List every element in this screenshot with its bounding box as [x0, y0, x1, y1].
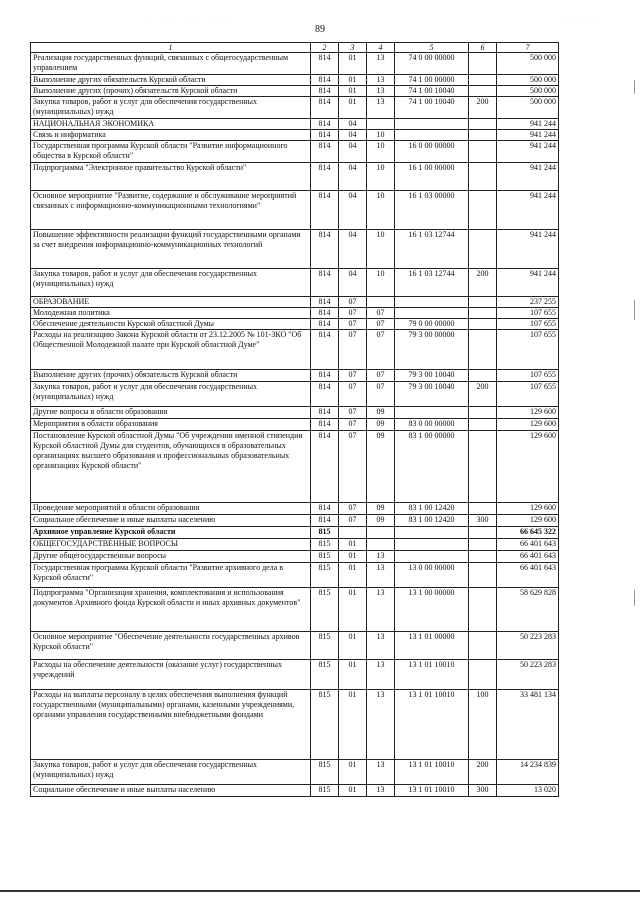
ministry-code-cell: 814	[311, 119, 339, 130]
subsection-code-cell: 13	[367, 551, 395, 563]
target-article-cell: 74 1 00 10040	[395, 86, 469, 97]
section-code-cell: 07	[339, 431, 367, 503]
amount-cell: 129 600	[497, 503, 559, 515]
column-header: 1	[31, 43, 311, 53]
ministry-code-cell: 815	[311, 785, 339, 797]
target-article-cell: 16 1 03 00000	[395, 191, 469, 230]
ministry-code-cell: 814	[311, 53, 339, 75]
subsection-code-cell: 13	[367, 75, 395, 86]
page-number: 89	[315, 24, 325, 35]
scan-noise: · · · ·	[560, 16, 601, 22]
table-row	[31, 330, 559, 370]
ministry-code-cell: 814	[311, 330, 339, 370]
column-header: 5	[395, 43, 469, 53]
target-article-cell: 79 3 00 10040	[395, 370, 469, 382]
expense-type-cell	[469, 407, 497, 419]
target-article-cell	[395, 539, 469, 551]
column-header: 6	[469, 43, 497, 53]
row-name-cell: Другие вопросы в области образования	[31, 407, 311, 419]
ministry-code-cell: 814	[311, 75, 339, 86]
row-name-cell: Постановление Курской областной Думы "Об учреждении именной стипендии Курской областной Думы для студентов, обучающихся в образовательных организациях высшего образования и профессиональных образовательных организациях Курской области"	[31, 431, 311, 503]
expense-type-cell	[469, 319, 497, 330]
ministry-code-cell: 815	[311, 527, 339, 539]
section-code-cell: 04	[339, 269, 367, 297]
row-name-cell: Государственная программа Курской области "Развитие информационного общества в Курской области"	[31, 141, 311, 163]
section-code-cell: 01	[339, 539, 367, 551]
subsection-code-cell: 13	[367, 690, 395, 760]
amount-cell: 13 020	[497, 785, 559, 797]
target-article-cell	[395, 551, 469, 563]
amount-cell: 107 655	[497, 319, 559, 330]
section-code-cell: 01	[339, 588, 367, 632]
target-article-cell	[395, 308, 469, 319]
table-row	[31, 632, 559, 660]
target-article-cell: 79 0 00 00000	[395, 319, 469, 330]
expense-type-cell: 200	[469, 97, 497, 119]
subsection-code-cell	[367, 297, 395, 308]
target-article-cell	[395, 119, 469, 130]
ministry-code-cell: 814	[311, 308, 339, 319]
row-name-cell: Другие общегосударственные вопросы	[31, 551, 311, 563]
amount-cell: 66 401 643	[497, 563, 559, 588]
amount-cell: 500 000	[497, 97, 559, 119]
row-name-cell: Основное мероприятие "Обеспечение деятельности государственных архивов Курской области"	[31, 632, 311, 660]
expense-type-cell	[469, 119, 497, 130]
ministry-code-cell: 814	[311, 269, 339, 297]
table-row	[31, 191, 559, 230]
target-article-cell: 79 3 00 00000	[395, 330, 469, 370]
expense-type-cell	[469, 551, 497, 563]
amount-cell: 941 244	[497, 141, 559, 163]
ministry-code-cell: 815	[311, 563, 339, 588]
target-article-cell: 83 0 00 00000	[395, 419, 469, 431]
subsection-code-cell: 10	[367, 269, 395, 297]
expense-type-cell	[469, 588, 497, 632]
section-code-cell: 01	[339, 75, 367, 86]
ministry-code-cell: 814	[311, 382, 339, 407]
subsection-code-cell: 07	[367, 382, 395, 407]
expense-type-cell	[469, 297, 497, 308]
section-code-cell: 07	[339, 319, 367, 330]
subsection-code-cell: 13	[367, 632, 395, 660]
expense-type-cell	[469, 563, 497, 588]
ministry-code-cell: 814	[311, 431, 339, 503]
expense-type-cell: 300	[469, 785, 497, 797]
subsection-code-cell: 13	[367, 660, 395, 690]
target-article-cell: 83 1 00 12420	[395, 515, 469, 527]
expense-type-cell	[469, 130, 497, 141]
section-code-cell: 01	[339, 86, 367, 97]
section-code-cell: 07	[339, 330, 367, 370]
target-article-cell: 13 1 01 10010	[395, 690, 469, 760]
expense-type-cell	[469, 230, 497, 269]
target-article-cell: 16 1 00 00000	[395, 163, 469, 191]
section-code-cell: 01	[339, 97, 367, 119]
amount-cell: 500 000	[497, 86, 559, 97]
table-row	[31, 419, 559, 431]
table-row	[31, 503, 559, 515]
table-row	[31, 130, 559, 141]
amount-cell: 107 655	[497, 330, 559, 370]
amount-cell: 66 401 643	[497, 551, 559, 563]
row-name-cell: Проведение мероприятий в области образования	[31, 503, 311, 515]
expense-type-cell	[469, 370, 497, 382]
budget-table	[30, 42, 559, 797]
table-row	[31, 97, 559, 119]
ministry-code-cell: 814	[311, 419, 339, 431]
amount-cell: 941 244	[497, 230, 559, 269]
row-name-cell: Выполнение других (прочих) обязательств Курской области	[31, 86, 311, 97]
table-row	[31, 163, 559, 191]
row-name-cell: Реализация государственных функций, связанных с общегосударственным управлением	[31, 53, 311, 75]
row-name-cell: Социальное обеспечение и иные выплаты населению	[31, 515, 311, 527]
subsection-code-cell: 10	[367, 130, 395, 141]
table-row	[31, 269, 559, 297]
table-row	[31, 119, 559, 130]
target-article-cell: 13 1 01 10010	[395, 760, 469, 785]
subsection-code-cell: 09	[367, 431, 395, 503]
subsection-code-cell	[367, 119, 395, 130]
table-row	[31, 431, 559, 503]
row-name-cell: Обеспечение деятельности Курской областной Думы	[31, 319, 311, 330]
amount-cell: 58 629 828	[497, 588, 559, 632]
subsection-code-cell: 13	[367, 785, 395, 797]
section-code-cell: 01	[339, 53, 367, 75]
expense-type-cell: 200	[469, 269, 497, 297]
column-header: 3	[339, 43, 367, 53]
expense-type-cell	[469, 503, 497, 515]
amount-cell: 500 000	[497, 53, 559, 75]
section-code-cell: 01	[339, 632, 367, 660]
amount-cell: 50 223 283	[497, 632, 559, 660]
table-body	[31, 53, 559, 797]
row-name-cell: Повышение эффективности реализации функций государственными органами за счет внедрения информационно-коммуникационных технологий	[31, 230, 311, 269]
table-row	[31, 319, 559, 330]
row-name-cell: Государственная программа Курской области "Развитие архивного дела в Курской области"	[31, 563, 311, 588]
expense-type-cell	[469, 86, 497, 97]
section-code-cell: 01	[339, 660, 367, 690]
amount-cell: 129 600	[497, 515, 559, 527]
amount-cell: 107 655	[497, 370, 559, 382]
row-name-cell: Социальное обеспечение и иные выплаты населению	[31, 785, 311, 797]
target-article-cell: 74 0 00 00000	[395, 53, 469, 75]
ministry-code-cell: 814	[311, 503, 339, 515]
row-name-cell: Расходы на обеспечение деятельности (оказание услуг) государственных учреждений	[31, 660, 311, 690]
row-name-cell: Подпрограмма "Организация хранения, комплектования и использования документов Архивного фонда Курской области и иных архивных документов"	[31, 588, 311, 632]
subsection-code-cell: 07	[367, 330, 395, 370]
amount-cell: 129 600	[497, 407, 559, 419]
section-code-cell: 04	[339, 130, 367, 141]
subsection-code-cell: 13	[367, 588, 395, 632]
amount-cell: 500 000	[497, 75, 559, 86]
amount-cell: 941 244	[497, 163, 559, 191]
expense-type-cell	[469, 191, 497, 230]
target-article-cell	[395, 130, 469, 141]
table-row	[31, 660, 559, 690]
table-row	[31, 230, 559, 269]
scan-noise: · · · · · · · ·	[150, 16, 237, 22]
expense-type-cell	[469, 141, 497, 163]
section-code-cell	[339, 527, 367, 539]
ministry-code-cell: 815	[311, 588, 339, 632]
amount-cell: 129 600	[497, 431, 559, 503]
section-code-cell: 04	[339, 191, 367, 230]
ministry-code-cell: 815	[311, 690, 339, 760]
row-name-cell: Мероприятия в области образования	[31, 419, 311, 431]
table-row	[31, 527, 559, 539]
table-row	[31, 551, 559, 563]
subsection-code-cell: 07	[367, 308, 395, 319]
amount-cell: 66 645 322	[497, 527, 559, 539]
target-article-cell: 13 1 01 10010	[395, 660, 469, 690]
section-code-cell: 07	[339, 419, 367, 431]
target-article-cell: 13 1 01 00000	[395, 632, 469, 660]
amount-cell: 107 655	[497, 308, 559, 319]
expense-type-cell	[469, 431, 497, 503]
row-name-cell: Закупка товаров, работ и услуг для обеспечения государственных (муниципальных) нужд	[31, 382, 311, 407]
expense-type-cell	[469, 539, 497, 551]
target-article-cell: 83 1 00 00000	[395, 431, 469, 503]
amount-cell: 33 481 134	[497, 690, 559, 760]
subsection-code-cell	[367, 539, 395, 551]
ministry-code-cell: 814	[311, 130, 339, 141]
target-article-cell: 74 1 00 00000	[395, 75, 469, 86]
table-row	[31, 690, 559, 760]
expense-type-cell: 300	[469, 515, 497, 527]
ministry-code-cell: 814	[311, 191, 339, 230]
row-name-cell: ОБРАЗОВАНИЕ	[31, 297, 311, 308]
table-row	[31, 53, 559, 75]
target-article-cell	[395, 407, 469, 419]
expense-type-cell	[469, 163, 497, 191]
row-name-cell: Расходы на выплаты персоналу в целях обеспечения выполнения функций государственными (муниципальными) органами, казенными учреждениями, органами управления государственными внебюджетными фондами	[31, 690, 311, 760]
subsection-code-cell: 10	[367, 230, 395, 269]
table-row	[31, 588, 559, 632]
section-code-cell: 01	[339, 785, 367, 797]
table-row	[31, 785, 559, 797]
subsection-code-cell: 13	[367, 86, 395, 97]
table-row	[31, 407, 559, 419]
expense-type-cell	[469, 419, 497, 431]
ministry-code-cell: 815	[311, 539, 339, 551]
target-article-cell: 16 1 03 12744	[395, 269, 469, 297]
section-code-cell: 07	[339, 515, 367, 527]
target-article-cell	[395, 527, 469, 539]
subsection-code-cell: 13	[367, 97, 395, 119]
target-article-cell: 83 1 00 12420	[395, 503, 469, 515]
scan-edge-mark	[634, 590, 635, 606]
amount-cell: 941 244	[497, 130, 559, 141]
column-header: 2	[311, 43, 339, 53]
table-row	[31, 370, 559, 382]
subsection-code-cell	[367, 527, 395, 539]
ministry-code-cell: 814	[311, 230, 339, 269]
expense-type-cell: 200	[469, 760, 497, 785]
subsection-code-cell: 13	[367, 53, 395, 75]
section-code-cell: 04	[339, 163, 367, 191]
subsection-code-cell: 09	[367, 515, 395, 527]
target-article-cell: 16 1 03 12744	[395, 230, 469, 269]
ministry-code-cell: 814	[311, 163, 339, 191]
row-name-cell: Основное мероприятие "Развитие, содержание и обслуживание мероприятий связанных с информационно-коммуникационными технологиями"	[31, 191, 311, 230]
subsection-code-cell: 07	[367, 319, 395, 330]
section-code-cell: 07	[339, 370, 367, 382]
row-name-cell: Связь и информатика	[31, 130, 311, 141]
amount-cell: 941 244	[497, 119, 559, 130]
subsection-code-cell: 10	[367, 191, 395, 230]
target-article-cell: 16 0 00 00000	[395, 141, 469, 163]
row-name-cell: Подпрограмма "Электронное правительство Курской области"	[31, 163, 311, 191]
row-name-cell: Расходы на реализацию Закона Курской области от 23.12.2005 № 101-ЗКО "Об Общественной Молодежной палате при Курской областной Думе"	[31, 330, 311, 370]
ministry-code-cell: 814	[311, 515, 339, 527]
table-row	[31, 141, 559, 163]
target-article-cell: 13 0 00 00000	[395, 563, 469, 588]
subsection-code-cell: 09	[367, 503, 395, 515]
expense-type-cell	[469, 660, 497, 690]
ministry-code-cell: 814	[311, 297, 339, 308]
ministry-code-cell: 815	[311, 760, 339, 785]
amount-cell: 107 655	[497, 382, 559, 407]
table-row	[31, 539, 559, 551]
ministry-code-cell: 815	[311, 632, 339, 660]
row-name-cell: НАЦИОНАЛЬНАЯ ЭКОНОМИКА	[31, 119, 311, 130]
row-name-cell: Закупка товаров, работ и услуг для обеспечения государственных (муниципальных) нужд	[31, 269, 311, 297]
table-row	[31, 86, 559, 97]
column-number-row	[31, 43, 559, 53]
section-code-cell: 07	[339, 297, 367, 308]
section-code-cell: 07	[339, 407, 367, 419]
amount-cell: 129 600	[497, 419, 559, 431]
subsection-code-cell: 13	[367, 760, 395, 785]
table-row	[31, 308, 559, 319]
row-name-cell: Закупка товаров, работ и услуг для обеспечения государственных (муниципальных) нужд	[31, 760, 311, 785]
row-name-cell: Выполнение других обязательств Курской области	[31, 75, 311, 86]
section-code-cell: 01	[339, 563, 367, 588]
expense-type-cell	[469, 527, 497, 539]
table-row	[31, 515, 559, 527]
table-row	[31, 563, 559, 588]
expense-type-cell: 200	[469, 382, 497, 407]
ministry-code-cell: 814	[311, 319, 339, 330]
section-code-cell: 07	[339, 503, 367, 515]
amount-cell: 941 244	[497, 269, 559, 297]
row-name-cell: Молодежная политика	[31, 308, 311, 319]
target-article-cell: 13 1 01 10010	[395, 785, 469, 797]
section-code-cell: 07	[339, 382, 367, 407]
subsection-code-cell: 07	[367, 370, 395, 382]
ministry-code-cell: 815	[311, 660, 339, 690]
subsection-code-cell: 09	[367, 419, 395, 431]
target-article-cell: 13 1 00 00000	[395, 588, 469, 632]
ministry-code-cell: 814	[311, 97, 339, 119]
scan-bottom-edge	[0, 890, 640, 892]
ministry-code-cell: 815	[311, 551, 339, 563]
ministry-code-cell: 814	[311, 370, 339, 382]
expense-type-cell: 100	[469, 690, 497, 760]
amount-cell: 66 401 643	[497, 539, 559, 551]
subsection-code-cell: 09	[367, 407, 395, 419]
amount-cell: 237 255	[497, 297, 559, 308]
target-article-cell: 79 3 00 10040	[395, 382, 469, 407]
row-name-cell: Архивное управление Курской области	[31, 527, 311, 539]
column-header: 4	[367, 43, 395, 53]
ministry-code-cell: 814	[311, 407, 339, 419]
row-name-cell: Выполнение других (прочих) обязательств Курской области	[31, 370, 311, 382]
scan-edge-mark	[634, 80, 635, 94]
expense-type-cell	[469, 308, 497, 319]
ministry-code-cell: 814	[311, 86, 339, 97]
target-article-cell	[395, 297, 469, 308]
target-article-cell: 74 1 00 10040	[395, 97, 469, 119]
table-row	[31, 297, 559, 308]
expense-type-cell	[469, 632, 497, 660]
ministry-code-cell: 814	[311, 141, 339, 163]
subsection-code-cell: 10	[367, 163, 395, 191]
scan-edge-mark	[634, 300, 635, 320]
amount-cell: 14 234 839	[497, 760, 559, 785]
expense-type-cell	[469, 75, 497, 86]
subsection-code-cell: 13	[367, 563, 395, 588]
section-code-cell: 04	[339, 119, 367, 130]
table-row	[31, 760, 559, 785]
section-code-cell: 07	[339, 308, 367, 319]
row-name-cell: ОБЩЕГОСУДАРСТВЕННЫЕ ВОПРОСЫ	[31, 539, 311, 551]
amount-cell: 941 244	[497, 191, 559, 230]
section-code-cell: 04	[339, 141, 367, 163]
row-name-cell: Закупка товаров, работ и услуг для обеспечения государственных (муниципальных) нужд	[31, 97, 311, 119]
section-code-cell: 01	[339, 690, 367, 760]
section-code-cell: 04	[339, 230, 367, 269]
expense-type-cell	[469, 53, 497, 75]
expense-type-cell	[469, 330, 497, 370]
section-code-cell: 01	[339, 551, 367, 563]
subsection-code-cell: 10	[367, 141, 395, 163]
column-header: 7	[497, 43, 559, 53]
section-code-cell: 01	[339, 760, 367, 785]
table-row	[31, 75, 559, 86]
amount-cell: 50 223 283	[497, 660, 559, 690]
table-row	[31, 382, 559, 407]
